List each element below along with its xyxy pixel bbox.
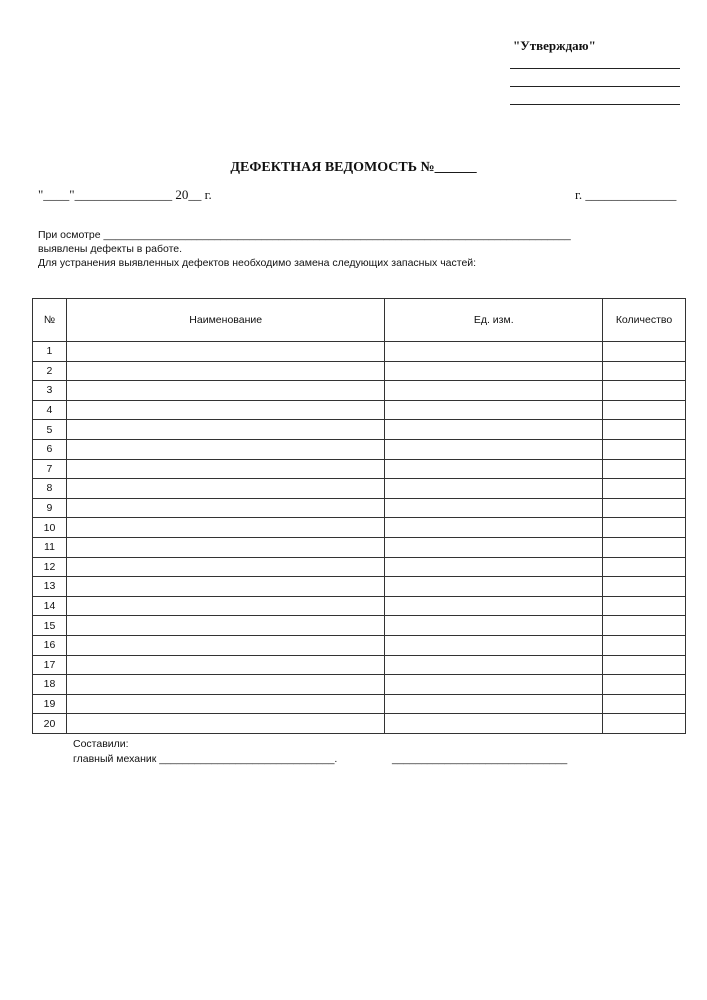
unit-cell xyxy=(385,616,603,636)
row-number-cell: 9 xyxy=(33,498,67,518)
quantity-cell xyxy=(603,498,686,518)
table-row xyxy=(33,694,686,714)
row-number-cell: 6 xyxy=(33,439,67,459)
name-cell xyxy=(66,596,384,616)
name-cell xyxy=(66,616,384,636)
unit-cell xyxy=(385,694,603,714)
table-row xyxy=(33,479,686,499)
unit-cell xyxy=(385,420,603,440)
quantity-cell xyxy=(603,400,686,420)
quantity-cell xyxy=(603,537,686,557)
table-row xyxy=(33,635,686,655)
name-cell xyxy=(66,655,384,675)
row-number-cell: 17 xyxy=(33,655,67,675)
name-cell xyxy=(66,694,384,714)
row-number-cell: 11 xyxy=(33,537,67,557)
table-row xyxy=(33,616,686,636)
unit-cell xyxy=(385,439,603,459)
table-row xyxy=(33,381,686,401)
name-cell xyxy=(66,518,384,538)
table-row xyxy=(33,342,686,362)
date-line: "____"_______________ 20__ г. xyxy=(38,187,212,202)
row-number-cell: 20 xyxy=(33,714,67,734)
quantity-cell xyxy=(603,577,686,597)
row-number-cell: 15 xyxy=(33,616,67,636)
defects-found-text: выявлены дефекты в работе. xyxy=(38,243,183,255)
row-number-cell: 3 xyxy=(33,381,67,401)
unit-cell xyxy=(385,675,603,695)
row-number-cell: 8 xyxy=(33,479,67,499)
table-row xyxy=(33,498,686,518)
inspection-text: При осмотре ________________________________________________________________________________ xyxy=(38,229,571,241)
name-cell xyxy=(66,714,384,734)
table-row xyxy=(33,577,686,597)
quantity-cell xyxy=(603,675,686,695)
quantity-cell xyxy=(603,459,686,479)
row-number-cell: 19 xyxy=(33,694,67,714)
name-cell xyxy=(66,381,384,401)
unit-cell xyxy=(385,577,603,597)
replacement-note-text: Для устранения выявленных дефектов необходимо замена следующих запасных частей: xyxy=(38,257,477,269)
table-row xyxy=(33,361,686,381)
second-signature-line: ______________________________ xyxy=(392,753,568,765)
table-header-row xyxy=(33,299,686,342)
quantity-cell xyxy=(603,635,686,655)
quantity-cell xyxy=(603,381,686,401)
table-row xyxy=(33,439,686,459)
column-header-number: № xyxy=(33,299,67,342)
unit-cell xyxy=(385,498,603,518)
compiled-by-label: Составили: xyxy=(73,738,129,750)
spare-parts-table xyxy=(32,298,686,734)
unit-cell xyxy=(385,557,603,577)
table-row xyxy=(33,420,686,440)
quantity-cell xyxy=(603,694,686,714)
unit-cell xyxy=(385,400,603,420)
quantity-cell xyxy=(603,596,686,616)
column-header-unit: Ед. изм. xyxy=(385,299,603,342)
chief-mechanic-signature: главный механик ______________________________. xyxy=(73,753,338,765)
unit-cell xyxy=(385,518,603,538)
row-number-cell: 10 xyxy=(33,518,67,538)
name-cell xyxy=(66,459,384,479)
row-number-cell: 16 xyxy=(33,635,67,655)
name-cell xyxy=(66,420,384,440)
unit-cell xyxy=(385,714,603,734)
column-header-quantity: Количество xyxy=(603,299,686,342)
unit-cell xyxy=(385,537,603,557)
row-number-cell: 7 xyxy=(33,459,67,479)
quantity-cell xyxy=(603,557,686,577)
quantity-cell xyxy=(603,479,686,499)
quantity-cell xyxy=(603,361,686,381)
unit-cell xyxy=(385,342,603,362)
table-row xyxy=(33,518,686,538)
row-number-cell: 18 xyxy=(33,675,67,695)
quantity-cell xyxy=(603,342,686,362)
table-row xyxy=(33,537,686,557)
approval-signature-line xyxy=(510,104,680,105)
table-row xyxy=(33,655,686,675)
quantity-cell xyxy=(603,420,686,440)
unit-cell xyxy=(385,361,603,381)
row-number-cell: 4 xyxy=(33,400,67,420)
document-title: ДЕФЕКТНАЯ ВЕДОМОСТЬ №______ xyxy=(230,160,477,175)
name-cell xyxy=(66,537,384,557)
row-number-cell: 14 xyxy=(33,596,67,616)
name-cell xyxy=(66,479,384,499)
unit-cell xyxy=(385,596,603,616)
row-number-cell: 1 xyxy=(33,342,67,362)
unit-cell xyxy=(385,655,603,675)
column-header-name: Наименование xyxy=(66,299,384,342)
table-row xyxy=(33,459,686,479)
unit-cell xyxy=(385,459,603,479)
quantity-cell xyxy=(603,616,686,636)
quantity-cell xyxy=(603,518,686,538)
approval-title: "Утверждаю" xyxy=(513,38,596,53)
quantity-cell xyxy=(603,439,686,459)
approval-signature-line xyxy=(510,86,680,87)
row-number-cell: 5 xyxy=(33,420,67,440)
table-body xyxy=(33,342,686,734)
name-cell xyxy=(66,675,384,695)
city-line: г. ______________ xyxy=(575,187,677,202)
row-number-cell: 13 xyxy=(33,577,67,597)
table-row xyxy=(33,714,686,734)
table-row xyxy=(33,596,686,616)
row-number-cell: 2 xyxy=(33,361,67,381)
unit-cell xyxy=(385,479,603,499)
name-cell xyxy=(66,557,384,577)
name-cell xyxy=(66,439,384,459)
row-number-cell: 12 xyxy=(33,557,67,577)
approval-signature-line xyxy=(510,68,680,69)
table-row xyxy=(33,400,686,420)
name-cell xyxy=(66,635,384,655)
name-cell xyxy=(66,498,384,518)
table-row xyxy=(33,557,686,577)
unit-cell xyxy=(385,635,603,655)
quantity-cell xyxy=(603,714,686,734)
name-cell xyxy=(66,361,384,381)
name-cell xyxy=(66,400,384,420)
unit-cell xyxy=(385,381,603,401)
quantity-cell xyxy=(603,655,686,675)
name-cell xyxy=(66,577,384,597)
name-cell xyxy=(66,342,384,362)
table-row xyxy=(33,675,686,695)
